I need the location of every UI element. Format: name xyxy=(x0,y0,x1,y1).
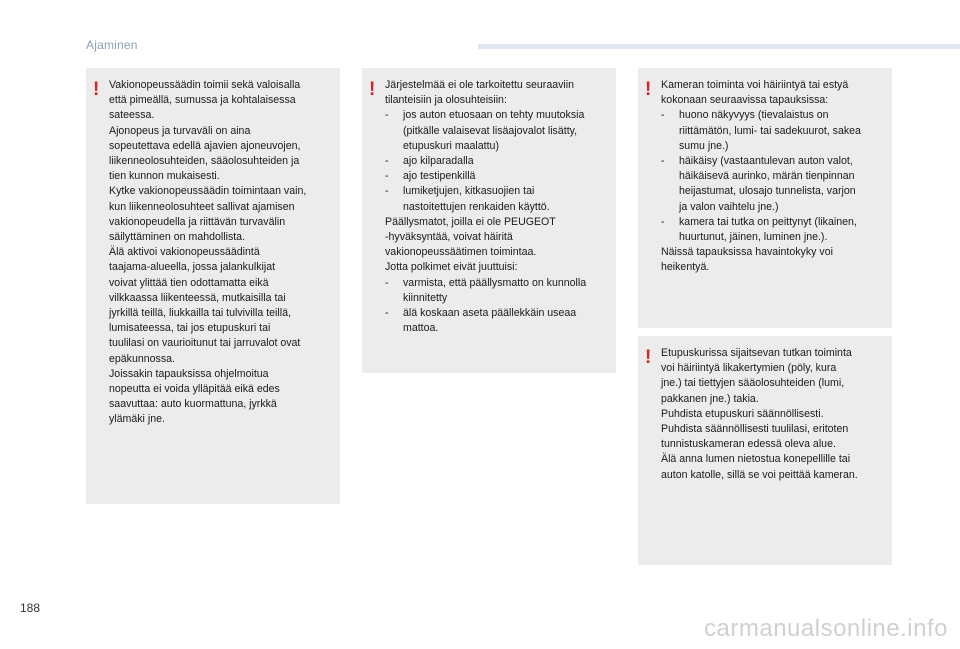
list-item-line: mattoa. xyxy=(403,322,439,335)
text-line: Näissä tapauksissa havaintokyky voi xyxy=(661,246,833,259)
box1-text xyxy=(109,78,332,428)
warning-box-radar xyxy=(638,336,892,565)
warning-icon: ! xyxy=(93,79,100,100)
list-item-line: huurtunut, jäinen, luminen jne.). xyxy=(679,231,828,244)
text-line: ylämäki jne. xyxy=(109,413,165,426)
text-line: kokonaan seuraavissa tapauksissa: xyxy=(661,94,829,107)
list-item-line: ajo testipenkillä xyxy=(403,170,476,183)
text-line: pakkanen jne.) takia. xyxy=(661,392,759,405)
text-line: Päällysmatot, joilla ei ole PEUGEOT xyxy=(385,215,556,228)
text-line: tien kunnon mukaisesti. xyxy=(109,170,220,183)
list-dash: - xyxy=(385,185,389,198)
list-item xyxy=(661,154,884,215)
text-line: Jotta polkimet eivät juuttuisi: xyxy=(385,261,518,274)
text-line: lumisateessa, tai jos etupuskuri tai xyxy=(109,322,271,335)
text-line: Vakionopeussäädin toimii sekä valoisalla xyxy=(109,79,301,91)
text-line: Joissakin tapauksissa ohjelmoitua xyxy=(109,367,269,380)
list-item-line: älä koskaan aseta päällekkäin useaa xyxy=(403,307,577,320)
list-dash: - xyxy=(385,307,389,320)
header-bar xyxy=(478,44,960,49)
warning-box-cruise-control xyxy=(86,68,340,504)
list-item xyxy=(385,184,608,214)
watermark: carmanualsonline.info xyxy=(704,615,948,642)
text-line: sateessa. xyxy=(109,109,155,122)
text-line: säilyttäminen on mahdollista. xyxy=(109,231,246,244)
text-line: voivat ylittää tien odottamatta eikä xyxy=(109,276,269,289)
text-line: vakionopeussäätimen toimintaa. xyxy=(385,246,537,259)
box2-list2 xyxy=(385,276,608,337)
text-line: jyrkillä teillä, liukkailla tai tulvivilla teillä, xyxy=(109,307,291,320)
list-item-line: ajo kilparadalla xyxy=(403,155,474,168)
text-line: että pimeällä, sumussa ja kohtalaisessa xyxy=(109,94,296,107)
text-line: Kameran toiminta voi häiriintyä tai estyä xyxy=(661,79,849,91)
list-item-line: riittämätön, lumi- tai sadekuurot, sakea xyxy=(679,124,861,137)
list-item xyxy=(385,306,608,336)
box2-intro xyxy=(385,78,608,108)
list-item-line: häikäisevä aurinko, märän tienpinnan xyxy=(679,170,855,183)
list-item xyxy=(385,169,608,184)
list-dash: - xyxy=(385,155,389,168)
text-line: Puhdista etupuskuri säännöllisesti. xyxy=(661,407,824,420)
warning-box-camera xyxy=(638,68,892,328)
list-item xyxy=(661,215,884,245)
text-line: Etupuskurissa sijaitsevan tutkan toiminta xyxy=(661,347,852,359)
warning-icon: ! xyxy=(369,79,376,100)
list-item xyxy=(385,276,608,306)
text-line: tunnistuskameran edessä oleva alue. xyxy=(661,438,836,451)
text-line: auton katolle, sillä se voi peittää kameran. xyxy=(661,468,858,481)
warning-icon: ! xyxy=(645,79,652,100)
list-item-line: häikäisy (vastaantulevan auton valot, xyxy=(679,155,853,168)
text-line: Älä aktivoi vakionopeussäädintä xyxy=(109,246,260,259)
list-dash: - xyxy=(385,276,389,289)
text-line: epäkunnossa. xyxy=(109,352,175,365)
list-item xyxy=(385,154,608,169)
list-item-line: lumiketjujen, kitkasuojien tai xyxy=(403,185,535,198)
list-item-line: kiinnitetty xyxy=(403,291,448,304)
box2-middle xyxy=(385,215,608,276)
text-line: heikentyä. xyxy=(661,261,710,274)
list-dash: - xyxy=(661,215,665,228)
list-item-line: kamera tai tutka on peittynyt (likainen, xyxy=(679,215,857,228)
warning-icon: ! xyxy=(645,347,652,368)
text-line: Kytke vakionopeussäädin toimintaan vain, xyxy=(109,185,307,198)
text-line: kun liikenneolosuhteet sallivat ajamisen xyxy=(109,200,295,213)
list-item-line: ja valon vaihtelu jne.) xyxy=(679,200,779,213)
text-line: nopeutta ei voida ylläpitää eikä edes xyxy=(109,383,280,396)
list-item-line: varmista, että päällysmatto on kunnolla xyxy=(403,276,587,289)
text-line: Ajonopeus ja turvaväli on aina xyxy=(109,124,251,137)
list-item xyxy=(385,108,608,154)
text-line: sopeutettava edellä ajavien ajoneuvojen, xyxy=(109,139,301,152)
list-item-line: jos auton etuosaan on tehty muutoksia xyxy=(403,109,585,122)
list-item-line: heijastumat, ulosajo tunnelista, varjon xyxy=(679,185,856,198)
text-line: -hyväksyntää, voivat häiritä xyxy=(385,231,513,244)
list-item-line: nastoitettujen renkaiden käyttö. xyxy=(403,200,550,213)
list-item xyxy=(661,108,884,154)
box4-text xyxy=(661,346,884,483)
list-dash: - xyxy=(661,155,665,168)
text-line: taajama-alueella, jossa jalankulkijat xyxy=(109,261,276,274)
text-line: Älä anna lumen nietostua konepellille tai xyxy=(661,453,851,466)
text-line: tuulilasi on vaurioitunut tai jarruvalot ovat xyxy=(109,337,301,350)
box3-intro xyxy=(661,78,884,108)
text-line: vakionopeudella ja riittävän turvavälin xyxy=(109,215,286,228)
list-dash: - xyxy=(385,170,389,183)
list-dash: - xyxy=(661,109,665,122)
text-line: vilkkaassa liikenteessä, mutkaisilla tai xyxy=(109,291,286,304)
warning-box-system-limits xyxy=(362,68,616,373)
text-line: voi häiriintyä likakertymien (pöly, kura xyxy=(661,362,837,375)
list-item-line: huono näkyvyys (tievalaistus on xyxy=(679,109,829,122)
text-line: tilanteisiin ja olosuhteisiin: xyxy=(385,94,507,107)
box3-outro xyxy=(661,245,884,275)
list-dash: - xyxy=(385,109,389,122)
list-item-line: sumu jne.) xyxy=(679,139,729,152)
text-line: Järjestelmää ei ole tarkoitettu seuraaviin xyxy=(385,79,575,91)
box2-list1 xyxy=(385,108,608,214)
list-item-line: (pitkälle valaisevat lisäajovalot lisätty, xyxy=(403,124,578,137)
text-line: jne.) tai tiettyjen sääolosuhteiden (lumi, xyxy=(661,377,845,390)
text-line: liikenneolosuhteiden, sääolosuhteiden ja xyxy=(109,155,300,168)
section-title: Ajaminen xyxy=(86,38,138,52)
text-line: saavuttaa: auto kuormattuna, jyrkkä xyxy=(109,398,277,411)
box3-list xyxy=(661,108,884,245)
list-item-line: etupuskuri maalattu) xyxy=(403,139,499,152)
text-line: Puhdista säännöllisesti tuulilasi, eritoten xyxy=(661,423,849,436)
page-number: 188 xyxy=(20,601,41,615)
